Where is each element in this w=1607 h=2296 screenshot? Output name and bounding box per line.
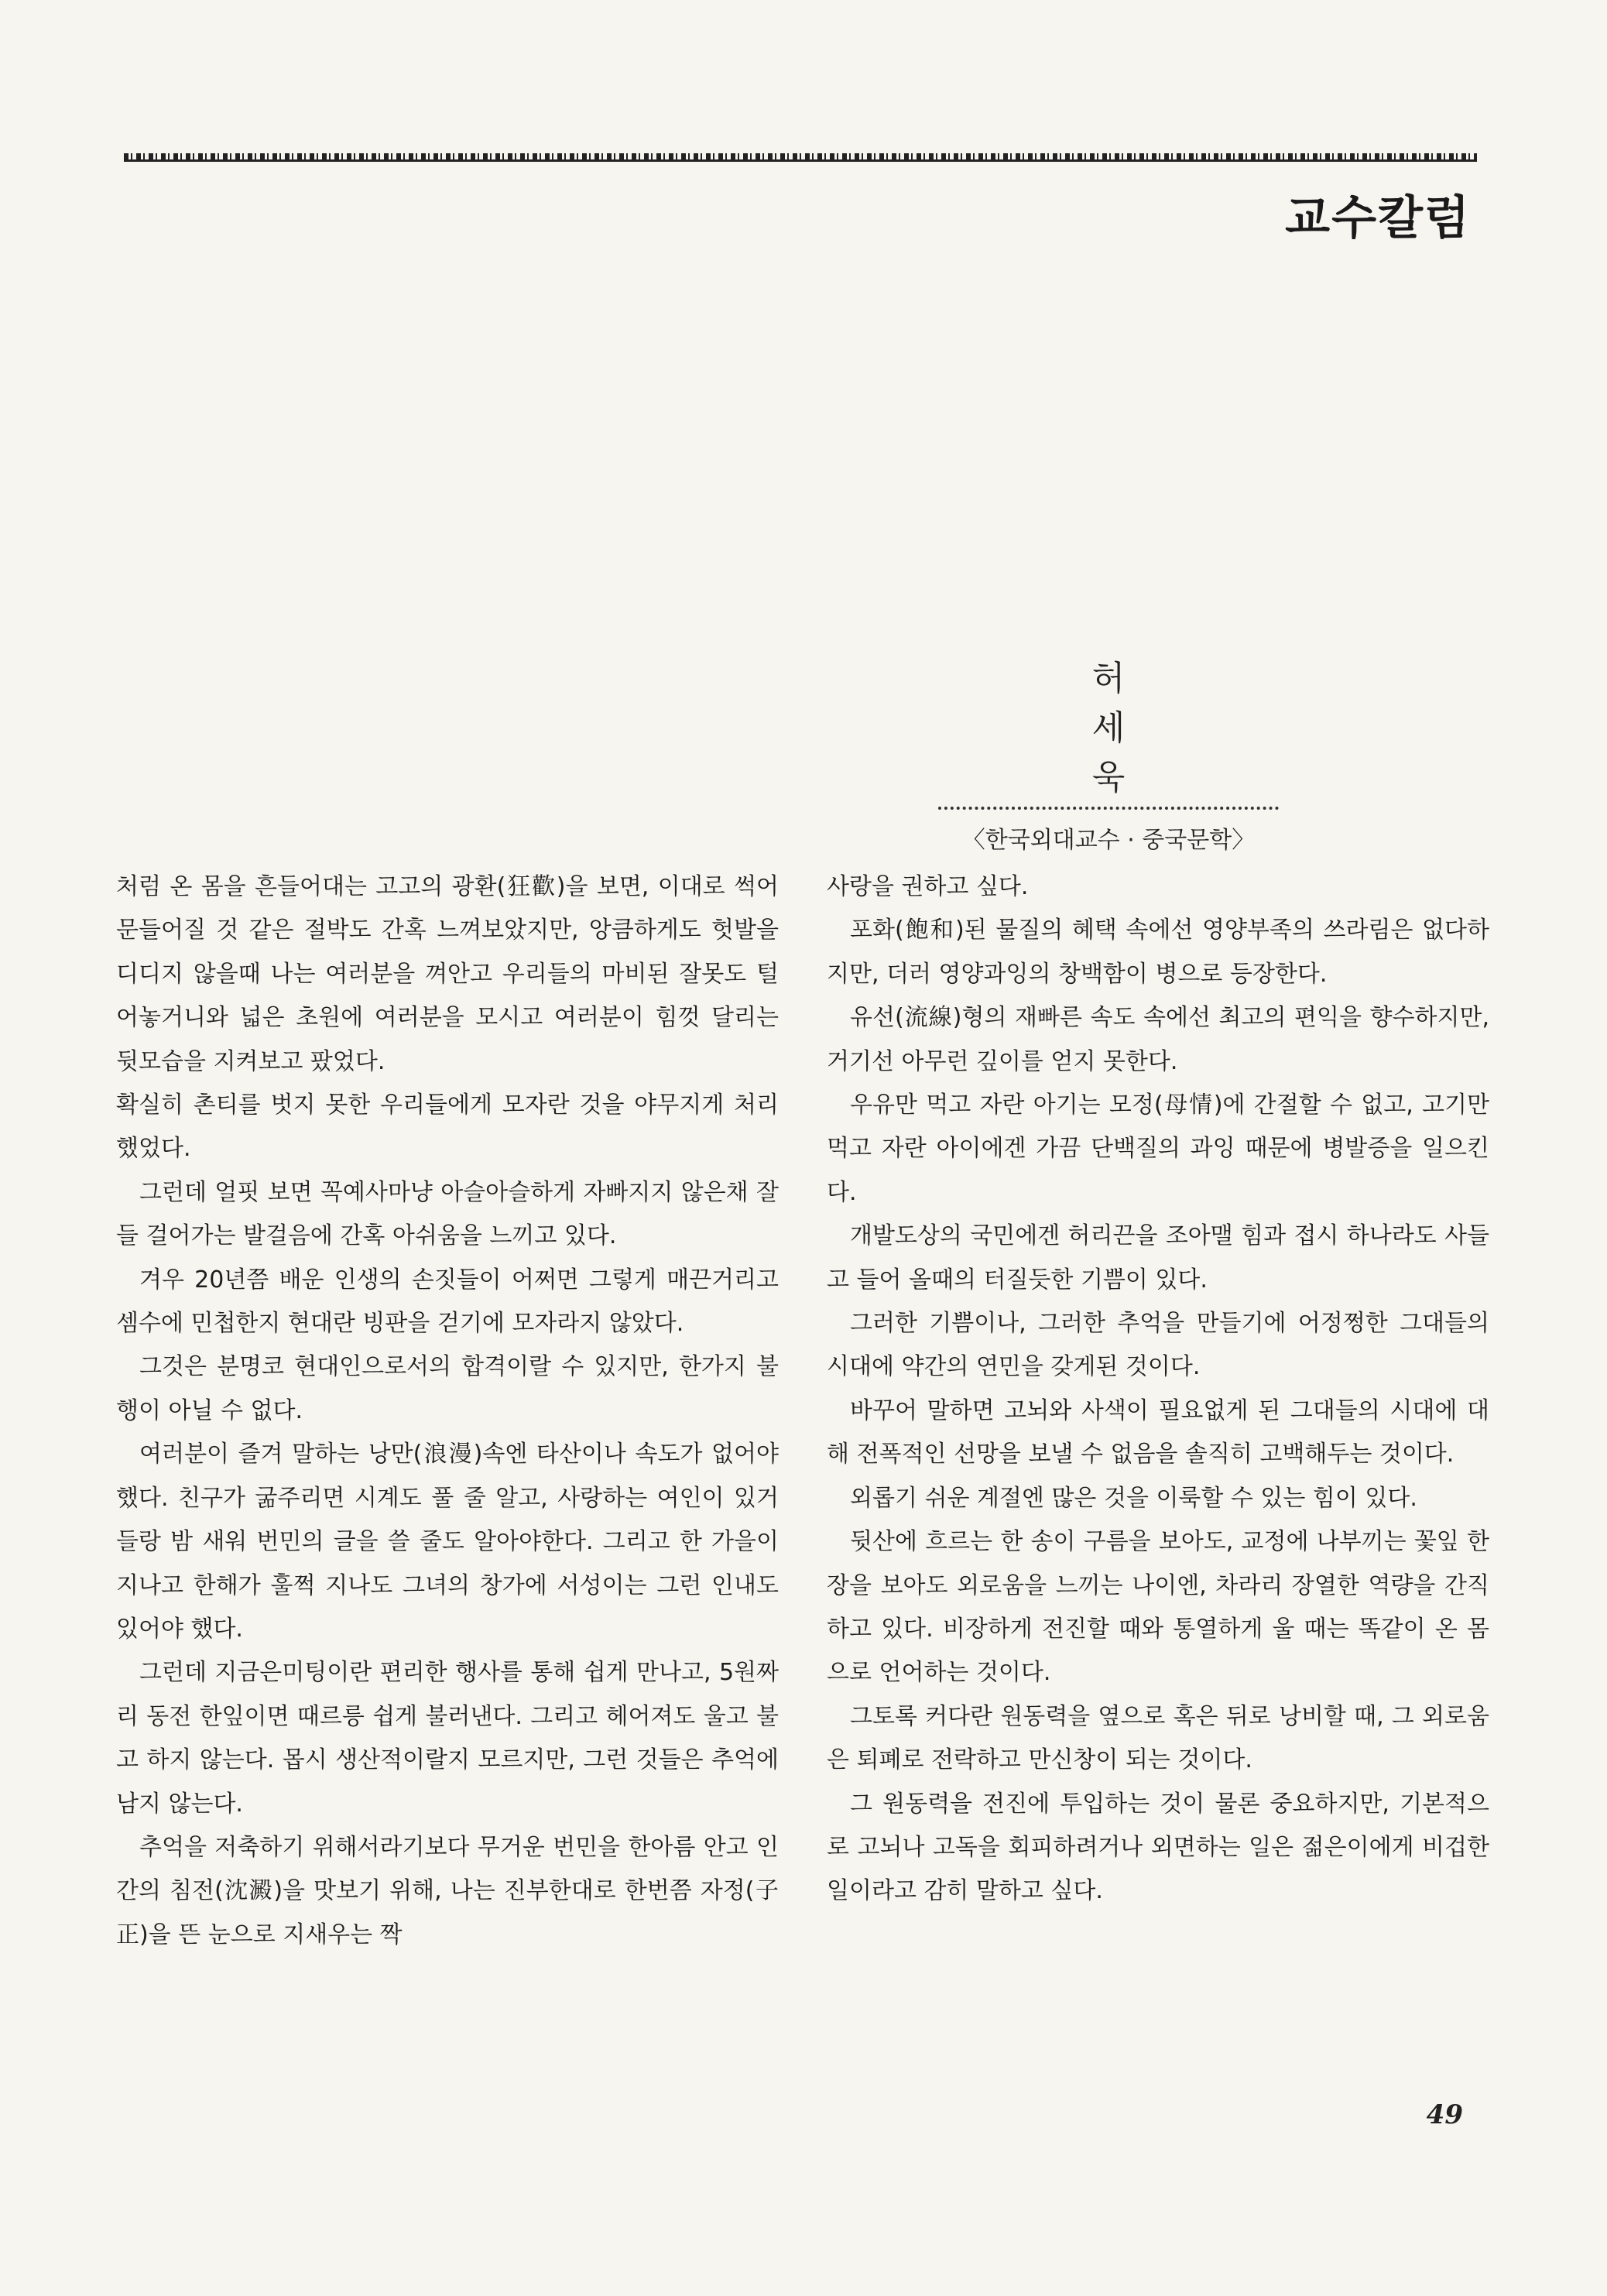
- article-paragraph: 뒷산에 흐르는 한 송이 구름을 보아도, 교정에 나부끼는 꽃잎 한 장을 보아도 외로움을 느끼는 나이엔, 차라리 장열한 역량을 간직하고 있다. 비장하게 전진할 때와 통열하게 울 때는 똑같이 온 몸으로 언어하는 것이다.: [827, 1528, 1489, 1687]
- author-block: [938, 650, 1279, 855]
- article-paragraph: 개발도상의 국민에겐 허리끈을 조아맬 힘과 접시 하나라도 사들고 들어 올때의 터질듯한 기쁨이 있다.: [827, 1222, 1489, 1294]
- page-number: 49: [1426, 2099, 1463, 2130]
- article-left-column: [116, 865, 779, 1957]
- article-paragraph: 여러분이 즐겨 말하는 낭만(浪漫)속엔 타산이나 속도가 없어야 했다. 친구가 굶주리면 시계도 풀 줄 알고, 사랑하는 여인이 있거들랑 밤 새워 번민의 글을 쓸 줄도 알아야한다. 그리고 한 가을이 지나고 한해가 훌쩍 지나도 그녀의 창가에 서성이는 그런 인내도 있어야 했다.: [116, 1441, 779, 1643]
- article-paragraph: 외롭기 쉬운 계절엔 많은 것을 이룩할 수 있는 힘이 있다.: [850, 1484, 1417, 1512]
- author-affiliation: 〈한국외대교수 · 중국문학〉: [961, 827, 1256, 854]
- article-paragraph: 사랑을 권하고 싶다.: [827, 873, 1029, 900]
- article-paragraph: 유선(流線)형의 재빠른 속도 속에선 최고의 편익을 향수하지만, 거기선 아무런 깊이를 얻지 못한다.: [827, 1004, 1489, 1075]
- article-paragraph: 처럼 온 몸을 흔들어대는 고고의 광환(狂歡)을 보면, 이대로 썩어 문들어질 것 같은 절박도 간혹 느껴보았지만, 앙큼하게도 헛발을 디디지 않을때 나는 여러분을 껴안고 우리들의 마비된 잘못도 털어놓거니와 넓은 초원에 여러분을 모시고 여러분이 힘껏 달리는 뒷모습을 지켜보고 팠었다.: [116, 873, 779, 1075]
- article-paragraph: 그런데 지금은미팅이란 편리한 행사를 통해 쉽게 만나고, 5원짜리 동전 한잎이면 때르릉 쉽게 불러낸다. 그리고 헤어져도 울고 불고 하지 않는다. 몹시 생산적이랄지 모르지만, 그런 것들은 추억에 남지 않는다.: [116, 1659, 779, 1818]
- article-right-column: [827, 865, 1489, 1914]
- article-paragraph: 추억을 저축하기 위해서라기보다 무거운 번민을 한아름 안고 인간의 침전(沈澱)을 맛보기 위해, 나는 진부한대로 한번쯤 자정(子正)을 뜬 눈으로 지새우는 짝: [116, 1833, 779, 1948]
- article-paragraph: 확실히 촌티를 벗지 못한 우리들에게 모자란 것을 야무지게 처리했었다.: [116, 1091, 779, 1163]
- decorative-top-rule: [124, 152, 1477, 163]
- article-paragraph: 포화(飽和)된 물질의 혜택 속에선 영양부족의 쓰라림은 없다하지만, 더러 영양과잉의 창백함이 병으로 등장한다.: [827, 917, 1489, 988]
- article-paragraph: 그런데 얼핏 보면 꼭예사마냥 아슬아슬하게 자빠지지 않은채 잘들 걸어가는 발걸음에 간혹 아쉬움을 느끼고 있다.: [116, 1178, 779, 1250]
- author-name: 허 세 욱: [938, 650, 1279, 810]
- article-paragraph: 그 원동력을 전진에 투입하는 것이 물론 중요하지만, 기본적으로 고뇌나 고독을 회피하려거나 외면하는 일은 젊은이에게 비겁한 일이라고 감히 말하고 싶다.: [827, 1790, 1489, 1905]
- article-paragraph: 그것은 분명코 현대인으로서의 합격이랄 수 있지만, 한가지 불행이 아닐 수 없다.: [116, 1353, 779, 1424]
- section-title: 교수칼럼: [1285, 191, 1471, 245]
- article-paragraph: 우유만 먹고 자란 아기는 모정(母情)에 간절할 수 없고, 고기만 먹고 자란 아이에겐 가끔 단백질의 과잉 때문에 병발증을 일으킨다.: [827, 1091, 1489, 1206]
- article-paragraph: 겨우 20년쯤 배운 인생의 손짓들이 어쩌면 그렇게 매끈거리고 셈수에 민첩한지 현대란 빙판을 걷기에 모자라지 않았다.: [116, 1266, 779, 1338]
- article-paragraph: 그토록 커다란 원동력을 옆으로 혹은 뒤로 낭비할 때, 그 외로움은 퇴폐로 전락하고 만신창이 되는 것이다.: [827, 1702, 1489, 1774]
- article-paragraph: 그러한 기쁨이나, 그러한 추억을 만들기에 어정쩡한 그대들의 시대에 약간의 연민을 갖게된 것이다.: [827, 1310, 1489, 1381]
- article-paragraph: 바꾸어 말하면 고뇌와 사색이 필요없게 된 그대들의 시대에 대해 전폭적인 선망을 보낼 수 없음을 솔직히 고백해두는 것이다.: [827, 1396, 1489, 1468]
